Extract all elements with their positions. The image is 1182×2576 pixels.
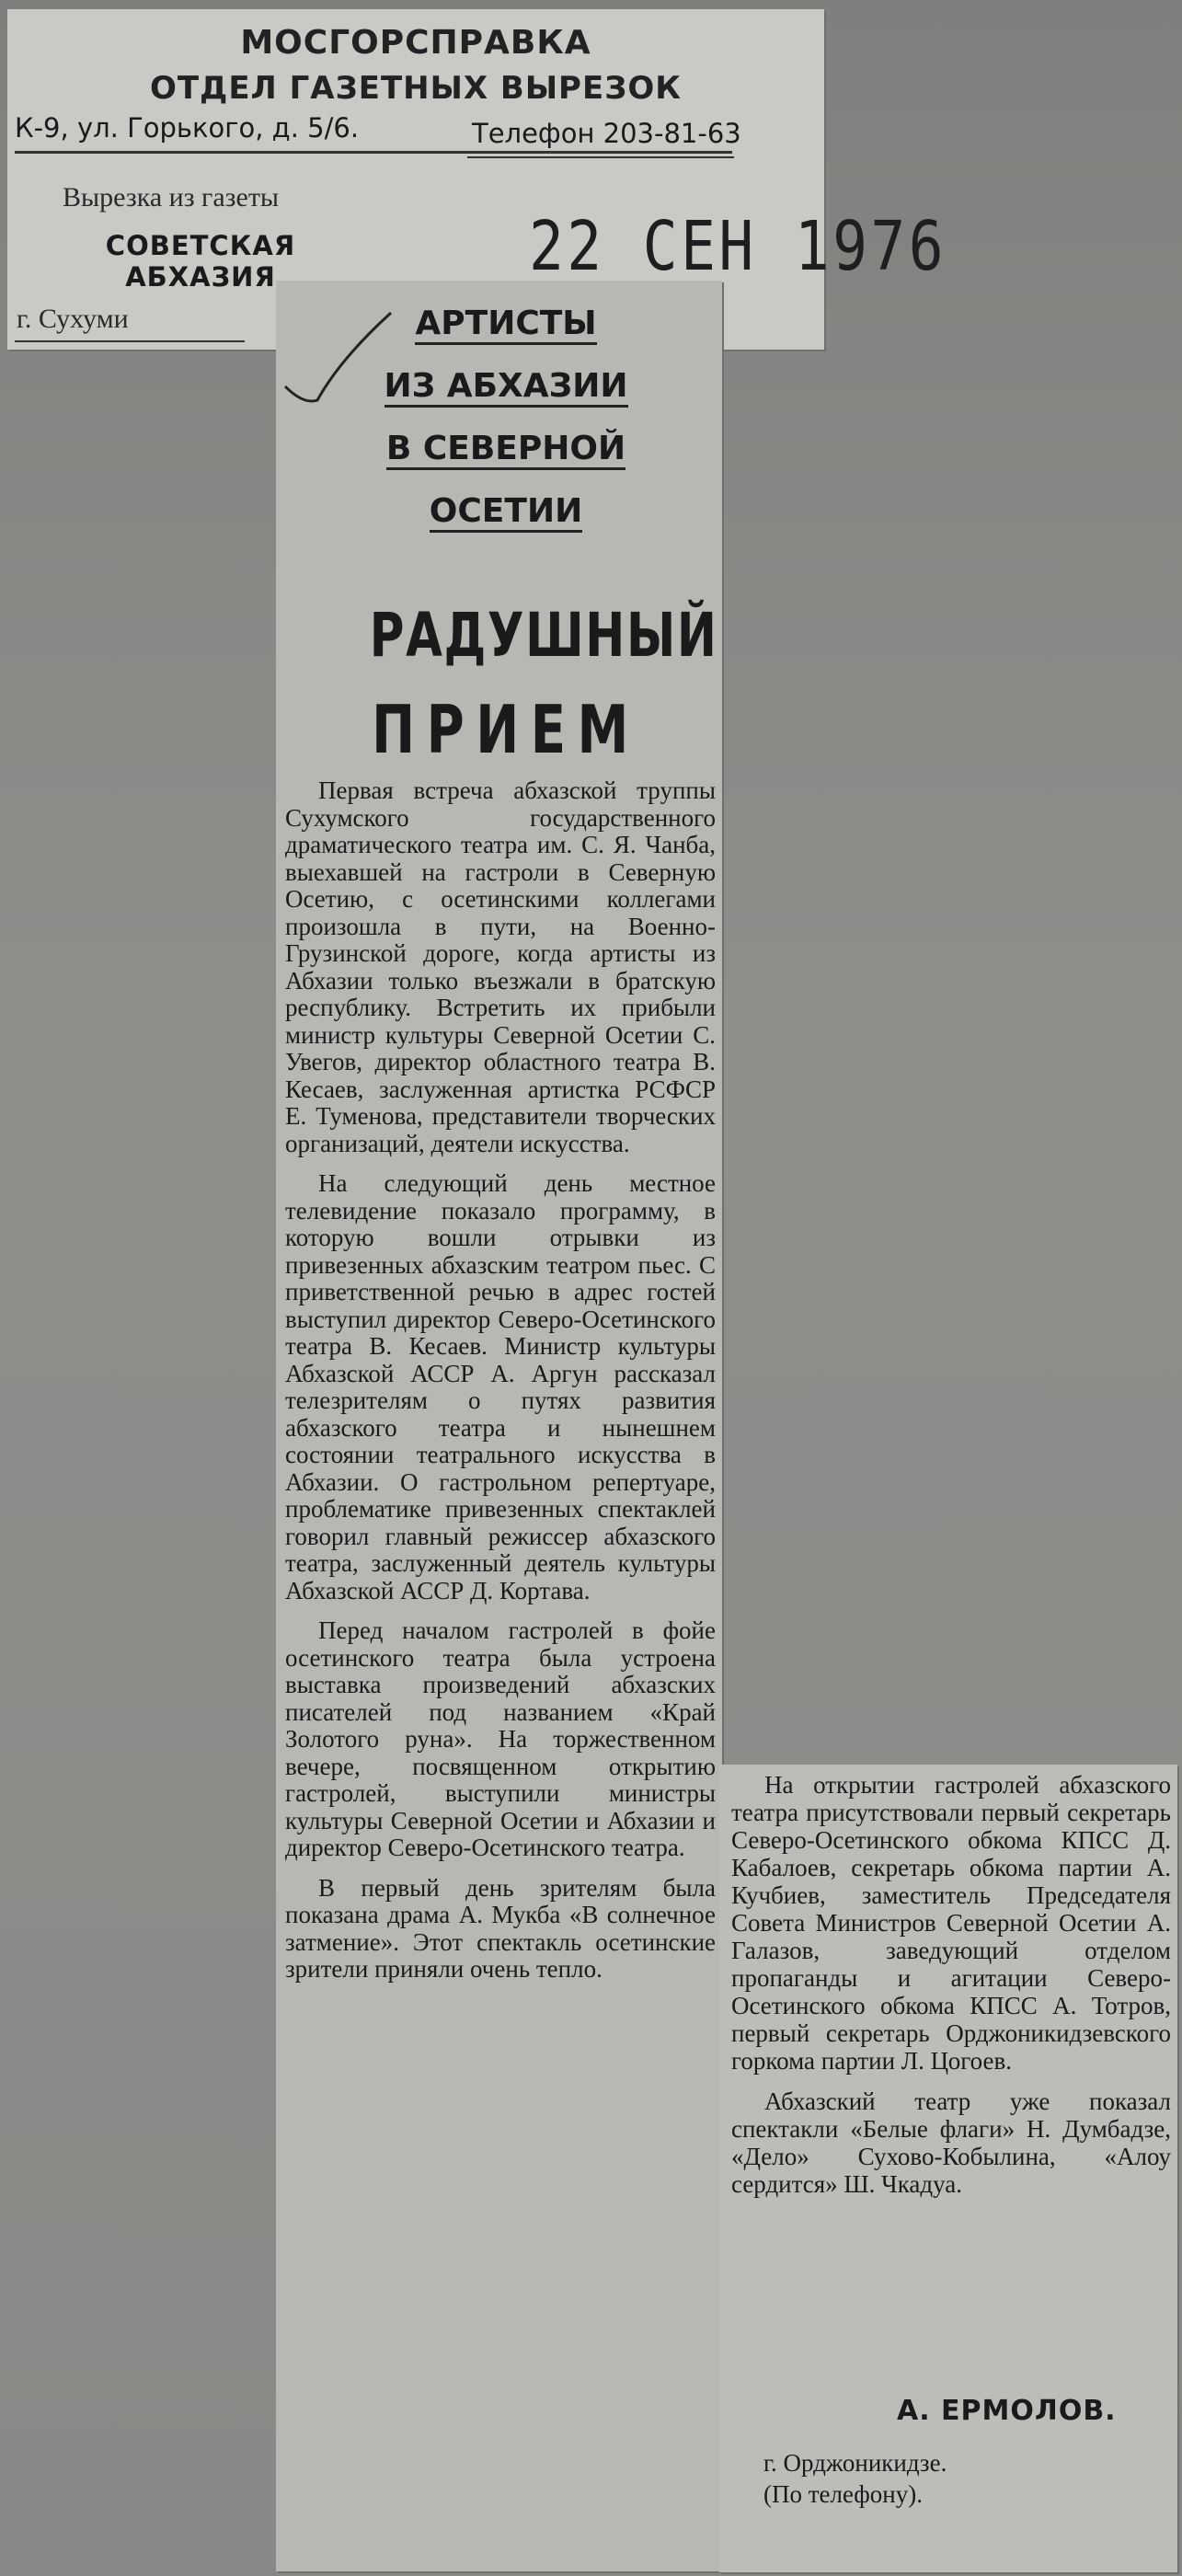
article-headline: [369, 589, 718, 776]
header-divider: [15, 151, 732, 154]
bureau-name: МОСГОРСПРАВКА: [240, 24, 591, 62]
paragraph: На открытии гастролей абхазского театра присутствовали первый секретарь Северо-Осетинского обкома КПСС Д. Кабалоев, секретарь обкома партии А. Кучбиев, заместитель Председателя Совета Министров Северной Осетии А. Галазов, заведующий отделом пропаганды и агитации Северо-Осетинского обкома КПСС А. Тотров, первый секретарь Орджоникидзевского горкома партии Л. Цогоев.: [731, 1771, 1171, 2075]
article-body-left: [285, 777, 716, 1996]
newspaper-city: г. Сухуми: [17, 304, 129, 334]
clip-source-label: Вырезка из газеты: [63, 182, 280, 213]
headline-line-1: РАДУШНЫЙ: [369, 600, 718, 671]
kicker-line-1: АРТИСТЫ: [415, 305, 596, 345]
city-underline: [15, 340, 245, 342]
kicker-line-4: ОСЕТИИ: [430, 492, 582, 533]
phone-underline: [467, 156, 734, 158]
author-city: г. Орджоникидзе.: [763, 2449, 947, 2477]
article-body-right: [731, 1771, 1171, 2211]
paragraph: Абхазский театр уже показал спектакли «Белые флаги» Н. Думбадзе, «Дело» Сухово-Кобылина, «Алоу сердится» Ш. Чкадуа.: [731, 2087, 1171, 2198]
paragraph: Первая встреча абхазской труппы Сухумского государственного драматического театра им. С. Я. Чанба, выехавшей на гастроли в Северную Осетию, с осетинскими коллегами произошла в пути, на Военно-Грузинской дороге, когда артисты из Абхазии только въезжали в братскую республику. Встретить их прибыли министр культуры Северной Осетии С. Увегов, директор областного театра В. Кесаев, заслуженная артистка РСФСР Е. Туменова, представители творческих организаций, деятели искусства.: [285, 776, 716, 1157]
date-stamp: 22 СЕН 1976: [529, 207, 947, 286]
headline-line-2: ПРИЕМ: [372, 691, 640, 768]
paragraph: В первый день зрителям была показана драма А. Мукба «В солнечное затмение». Этот спектакль осетинские зрители приняли очень тепло.: [285, 1873, 716, 1983]
newspaper-name-line2: АБХАЗИЯ: [125, 261, 276, 293]
author-location: [763, 2447, 947, 2510]
article-author: А. ЕРМОЛОВ.: [897, 2395, 1117, 2427]
author-note: (По телефону).: [763, 2480, 923, 2508]
kicker-line-3: В СЕВЕРНОЙ: [386, 430, 625, 470]
bureau-address: К-9, ул. Горького, д. 5/6.: [15, 112, 360, 144]
bureau-phone: Телефон 203-81-63: [472, 118, 741, 149]
department-name: ОТДЕЛ ГАЗЕТНЫХ ВЫРЕЗОК: [149, 70, 683, 107]
paragraph: На следующий день местное телевидение показало программу, в которую вошли отрывки из привезенных абхазским театром пьес. С приветственной речью в адрес гостей выступил директор Северо-Осетинского театра В. Кесаев. Министр культуры Абхазской АССР А. Аргун рассказал телезрителям о путях развития абхазского театра и нынешнем состоянии театрального искусства в Абхазии. О гастрольном репертуаре, проблематике привезенных спектаклей говорил главный режиссер абхазского театра, заслуженный деятель культуры Абхазской АССР Д. Кортава.: [285, 1169, 716, 1604]
article-kicker: [359, 293, 653, 543]
paragraph: Перед началом гастролей в фойе осетинского театра была устроена выставка произведений абхазских писателей под названием «Край Золотого руна». На торжественном вечере, посвященном открытию гастролей, выступили министры культуры Северной Осетии и Абхазии и директор Северо-Осетинского театра.: [285, 1616, 716, 1861]
newspaper-name-line1: СОВЕТСКАЯ: [105, 230, 296, 261]
newspaper-name: [99, 230, 302, 293]
kicker-line-2: ИЗ АБХАЗИИ: [384, 367, 628, 408]
